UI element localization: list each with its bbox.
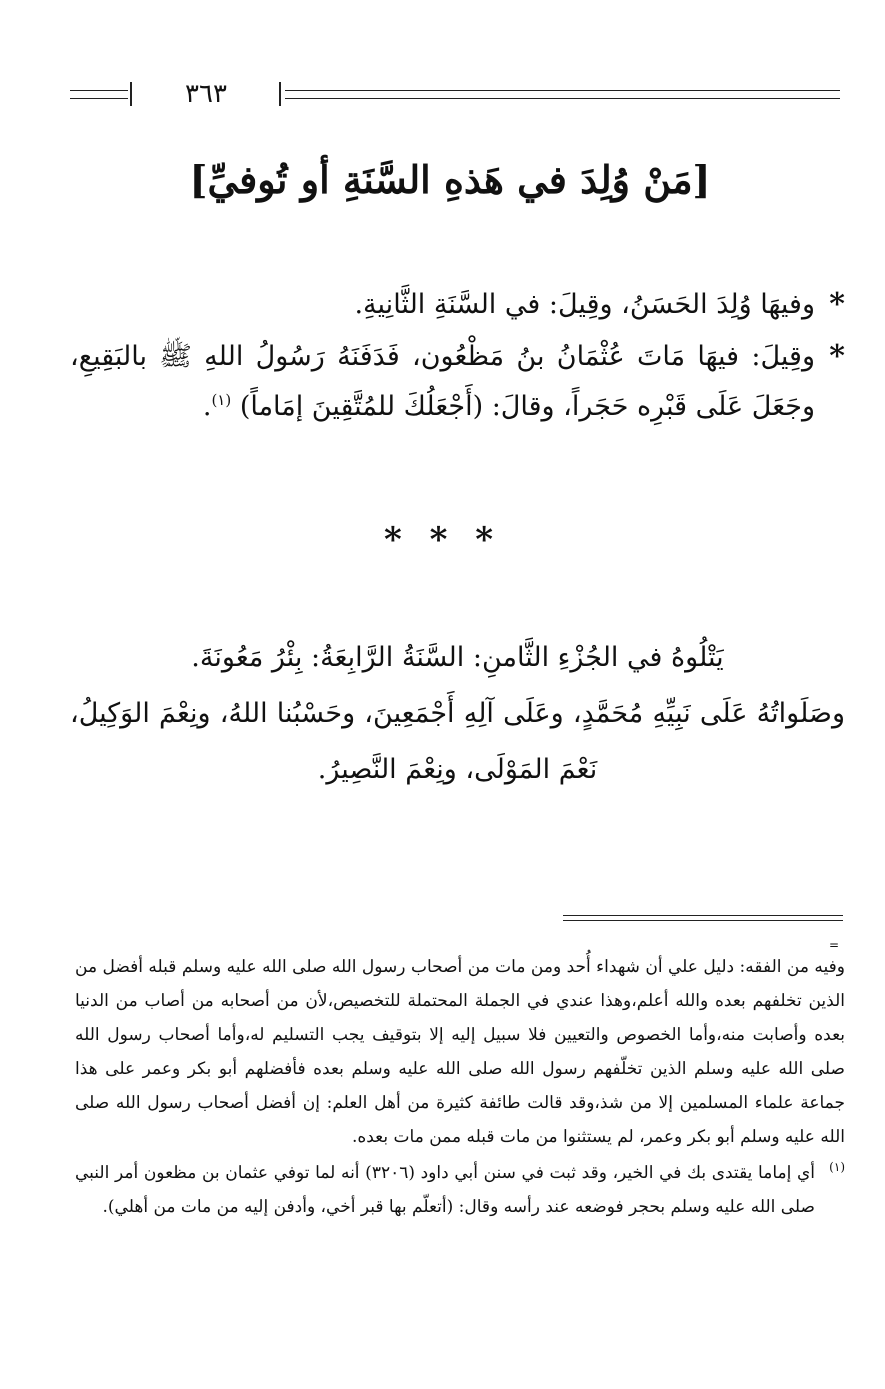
footnote-rule <box>563 915 843 921</box>
header-rule-left <box>70 90 128 99</box>
page-number: ٣٦٣ <box>185 79 227 109</box>
entry-text: وقِيلَ: فيهَا مَاتَ عُثْمَانُ بنُ مَظْعُون، فَدَفَنَهُ رَسُولُ اللهِ ﷺ بالبَقِيعِ، وجَعَلَ عَلَى قَبْرِه حَجَراً، وقالَ: (أَجْعَلُكَ للمُتَّقِينَ إمَاماً) <box>70 341 815 422</box>
footnote-reference[interactable]: (١) <box>211 391 232 409</box>
entry-end-punct: . <box>202 391 212 422</box>
entry <box>70 332 845 432</box>
page-header <box>70 78 840 114</box>
header-bar-left <box>130 82 132 106</box>
entry <box>70 280 845 330</box>
footnote-item <box>75 1156 845 1224</box>
footnote-text: أي إماما يقتدى بك في الخير، وقد ثبت في سنن أبي داود (٣٢٠٦) أنه لما توفي عثمان بن مظعون أمر النبي صلى الله عليه وسلم بحجر فوضعه عند رأسه وقال: (أتعلّم بها قبر أخي، وأدفن إليه من مات من أهلي). <box>75 1163 815 1217</box>
entry-bullet: * <box>829 339 845 374</box>
closing-text <box>70 630 845 798</box>
footnotes <box>75 950 845 1224</box>
footnote-continuation-mark: = <box>828 938 839 952</box>
footnote-number: (١) <box>829 1160 845 1174</box>
closing-line-next-part: يَتْلُوهُ في الجُزْءِ الثَّامنِ: السَّنَةُ الرَّابِعَةُ: بِئْرُ مَعُونَةَ. <box>191 642 724 673</box>
entries-list <box>70 280 845 434</box>
section-separator: * * * <box>383 520 501 560</box>
footnote-continuation: وفيه من الفقه: دليل علي أن شهداء أُحد ومن مات من أصحاب رسول الله صلى الله عليه وسلم قبله أفضل من الذين تخلفهم بعده والله أعلم،وهذا عندي في الجملة المحتملة للتخصيص،لأن من أصحابه من أصاب من الدنيا بعده وأصابت منه،وأما الخصوص والتعيين فلا سبيل إليه إلا بتوقيف يجب التسليم له،وأما أصحاب رسول الله صلى الله عليه وسلم الذين تخلّفهم رسول الله صلى الله عليه وسلم بعده فأفضلهم أبو بكر وعمر على هذا جماعة علماء المسلمين إلا من شذ،وقد قالت طائفة كثيرة من أهل العلم: إن أفضل أصحاب رسول الله صلى الله عليه وسلم أبو بكر وعمر، لم يستثنوا من مات قبله ممن مات بعده. <box>75 957 845 1147</box>
section-title: [مَنْ وُلِدَ في هَذهِ السَّنَةِ أو تُوفيِّ] <box>189 157 711 202</box>
entry-text: وفيهَا وُلِدَ الحَسَنُ، وقِيلَ: في السَّنَةِ الثَّانِيةِ. <box>354 289 815 320</box>
entry-bullet: * <box>829 287 845 322</box>
header-bar-right <box>279 82 281 106</box>
header-rule-right <box>285 90 840 99</box>
closing-line-prayer: وصَلَواتُهُ عَلَى نَبِيِّهِ مُحَمَّدٍ، وعَلَى آلِهِ أَجْمَعِينَ، وحَسْبُنا اللهُ، ونِعْمَ الوَكِيلُ، نَعْمَ المَوْلَى، ونِعْمَ النَّصِيرُ. <box>70 698 845 785</box>
